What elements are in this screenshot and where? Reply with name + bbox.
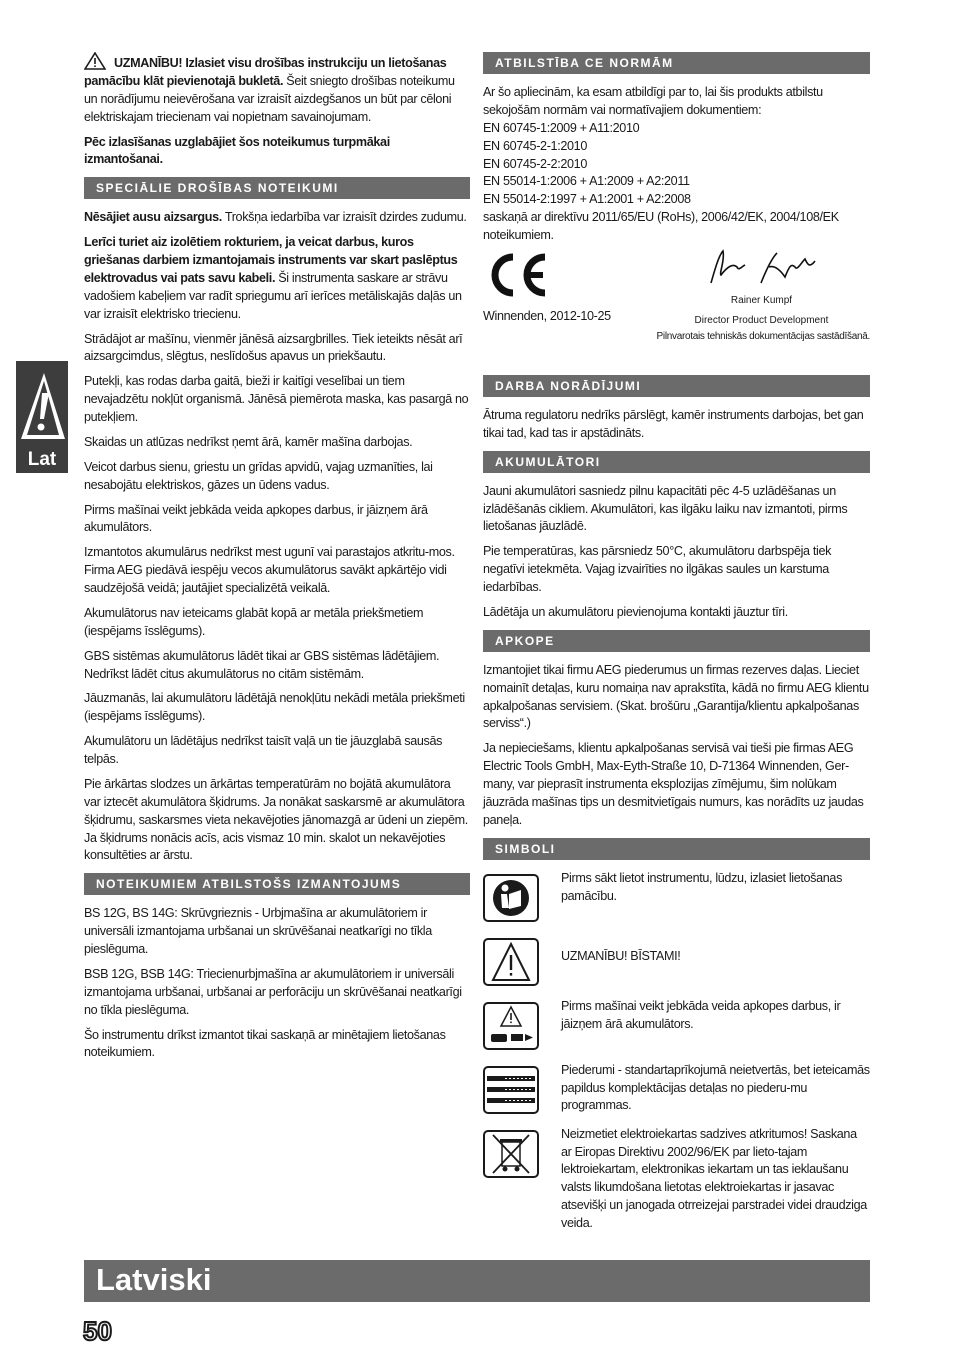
- signature-date: Winnenden, 2012-10-25: [483, 308, 611, 323]
- paragraph: Akumulātorus nav ieteicams glabāt kopā ar metāla priekšmetiem (iespējams īsslēgums).: [84, 605, 424, 638]
- signer-title: Director Product Development: [694, 314, 829, 326]
- paragraph: Pirms mašīnai veikt jebkāda veida apkopes darbus, ir jāizņem ārā akumulātors.: [84, 502, 428, 535]
- norm-line: EN 60745-2-1:2010: [483, 138, 587, 153]
- symbol-row: [483, 934, 870, 996]
- symbol-text: Piederumi - standartaprīkojumā neietvertās, bet ieteicamās papildus komplektācijas detaļas no piederu-mu programmas.: [561, 1062, 870, 1113]
- symbol-row: [483, 870, 870, 932]
- right-column: [483, 52, 870, 1230]
- ce-intro: Ar šo apliecinām, ka esam atbildīgi par to, lai šis produkts atbilstu sekojošām normām vai normatīvajiem dokumentiem: EN 60745-1:2009 + A11:2010 EN 60745-2-1:2010 EN 60745-2-2:2010 EN 55014-1:2006 + A1:2009 + A2:2011 EN 55014-2:1997 + A1:2001 + A2:2008 saskaņā ar direktīvu 2011/65/EU (RoHs), 2006/42/EK, 2004/108/EK noteikumiem.: [483, 85, 839, 242]
- symbol-text: Neizmetiet elektroiekartas sadzives atkritumos! Saskana ar Eiropas Direktivu 2002/96/EK par lieto-tajam lektroiekartam, elektronikas iekartam un tas ieklaušanu valsts likumdošana lietotas elektroiekartas ir jasavac atsevišķi un janogada otrreizejai parstradei videi draudziga veida.: [561, 1126, 867, 1230]
- directives: saskaņā ar direktīvu 2011/65/EU (RoHs), 2006/42/EK, 2004/108/EK noteikumiem.: [483, 210, 839, 242]
- footer-language-bar: [84, 1260, 870, 1302]
- symbol-text: Pirms sākt lietot instrumentu, lūdzu, izlasiet lietošanas pamācību.: [561, 870, 843, 903]
- ear-protection-text: Nēsājiet ausu aizsargus. Trokšņa iedarbība var izraisīt dzirdes zudumu.: [84, 210, 467, 225]
- page-number: 50: [83, 1316, 112, 1346]
- remove-battery-icon: [483, 1002, 539, 1050]
- symbol-row: [483, 1126, 870, 1230]
- section-header-special-safety: SPECIĀLIE DROŠĪBAS NOTEIKUMI: [84, 177, 470, 199]
- paragraph: Pie ārkārtas slodzes un ārkārtas temperatūrām no bojātā akumulātora var iztecēt akumulātora šķidrums. Ja nonākat saskarsmē ar akumulātora šķidrumu, saskarsmes vieta nekavējoties jānomazgā ar ūdeni un ziepēm. Ja šķidrums nonācis acīs, acis vismaz 10 min. skalot un nekavējoties konsultēties ar ārstu.: [84, 776, 468, 863]
- handwritten-signature: [705, 245, 825, 289]
- symbol-row: [483, 998, 870, 1060]
- paragraph: Ātruma regulatoru nedrīks pārslēgt, kamēr instruments darbojas, bet gan tikai tad, kad tas ir apstādināts.: [483, 407, 864, 440]
- language-side-tab: [16, 361, 68, 473]
- paragraph: Izmantojiet tikai firmu AEG piederumus un firmas rezerves daļas. Lieciet nomainīt detaļas, kuru nomaiņa nav aprakstīta, kādā no firmu AEG klientu apkalpošanas servisiem. (Skat. brošūru „Garantija/klientu apkalpošanas serviss“.): [483, 662, 869, 731]
- intro-warning: UZMANĪBU! Izlasiet visu drošības instrukciju un lietošanas pamācību klāt pievienotajā bukletā. Šeit sniegto drošības noteikumu un norādījumu neievērošana var izraisīt aizdegšanos un būt par cēloni elektriskajam triecienam vai nopietnam savainojumam.: [84, 52, 470, 127]
- paragraph: Šo instrumentu drīkst izmantot tikai saskaņā ar minētajiem lietošanas noteikumiem.: [84, 1027, 446, 1060]
- ce-mark-icon: [485, 249, 549, 301]
- paragraph: Jāuzmanās, lai akumulātoru lādētājā nenokļūtu nekādi metāla priekšmeti (iespējams īsslēgums).: [84, 691, 465, 724]
- signature-block: [483, 245, 870, 365]
- paragraph: BSB 12G, BSB 14G: Triecienurbjmašīna ar akumulātoriem ir universāli izmantojama urbšanai, urbšanai ar perforāciju un skrūvēšanai neatkarīgi no tīkla pieslēguma.: [84, 966, 462, 1017]
- section-header-maintenance: APKOPE: [483, 630, 870, 652]
- left-column: [84, 52, 470, 1069]
- section-header-intended-use: NOTEIKUMIEM ATBILSTOŠS IZMANTOJUMS: [84, 873, 470, 895]
- read-manual-icon: [483, 874, 539, 922]
- section-header-batteries: AKUMULĀTORI: [483, 451, 870, 473]
- keep-instructions: Pēc izlasīšanas uzglabājiet šos noteikumus turpmākai izmantošanai.: [84, 134, 390, 167]
- paragraph: Akumulātoru un lādētājus nedrīkst taisīt vaļā un tie jāuzglabā sausās telpās.: [84, 734, 443, 766]
- paragraph: Pie temperatūras, kas pārsniedz 50°C, akumulātoru darbspēja tiek negatīvi ietekmēta. Vajag izvairīties no ilgākas saules un karstuma iedarbības.: [483, 544, 832, 594]
- weee-bin-icon: [483, 1130, 539, 1178]
- norm-line: EN 55014-2:1997 + A1:2001 + A2:2008: [483, 192, 691, 207]
- accessories-icon: [483, 1066, 539, 1114]
- language-label: Lat: [27, 449, 57, 470]
- paragraph: Strādājot ar mašīnu, vienmēr jānēsā aizsargbrilles. Tiek ieteikts nēsāt arī aizsargcimdus, slēgtus, neslīdošus apavus un priekšautu.: [84, 331, 463, 364]
- signer-name: Rainer Kumpf: [730, 294, 793, 306]
- paragraph: BS 12G, BS 14G: Skrūvgrieznis - Urbjmašīna ar akumulātoriem ir universāli izmantojama urbšanai un skrūvēšanai neatkarīgi no tīkla pieslēguma.: [84, 906, 432, 956]
- paragraph: Skaidas un atlūzas nedrīkst ņemt ārā, kamēr mašīna darbojas.: [84, 434, 413, 449]
- warning-triangle-icon: [84, 52, 106, 70]
- paragraph: Veicot darbus sienu, griestu un grīdas apvidū, vajag uzmanīties, lai nesabojātu elektriskos, gāzes un ūdens vadus.: [84, 459, 433, 492]
- norm-line: EN 55014-1:2006 + A1:2009 + A2:2011: [483, 174, 690, 189]
- signer-subtitle: Pilnvarotais tehniskās dokumentācijas sastādīšanā.: [656, 330, 870, 342]
- paragraph: Jauni akumulātori sasniedz pilnu kapacitāti pēc 4-5 uzlādēšanas un izlādēšanās cikliem. Akumulātori, kas ilgāku laiku nav izmantoti, pirms lietošanas jāuzlādē.: [483, 483, 848, 534]
- paragraph: Lādētāja un akumulātoru pievienojuma kontakti jāuztur tīri.: [483, 604, 788, 619]
- insulated-grip-text: Lerīci turiet aiz izolētiem rokturiem, ja veicat darbus, kuros griešanas darbiem izmantojamais instruments var skart paslēptus elektrovadus vai pats savu kabeli. Ši instrumenta saskare ar strāvu vadošiem kabeļiem var radīt spriegumu arī ierīces metāliskajās daļās un var izraisīt elektrisko triecienu.: [84, 235, 462, 321]
- section-header-symbols: SIMBOLI: [483, 838, 870, 860]
- section-header-work-instructions: DARBA NORĀDĪJUMI: [483, 375, 870, 397]
- norm-line: EN 60745-2-2:2010: [483, 156, 587, 171]
- paragraph: Ja nepieciešams, klientu apkalpošanas servisā vai tieši pie firmas AEG Electric Tools GmbH, Max-Eyth-Straße 10, D-71364 Winnenden, Ger-many, var pieprasīt instrumenta eksplozijas zīmējumu, šim nolūkam jāuzrāda mašīnas tips un desmitvietīgais numurs, kas norādīts uz jaudas paneļa.: [483, 741, 864, 827]
- symbol-text: UZMANĪBU! BĪSTAMI!: [561, 948, 681, 963]
- paragraph: Putekļi, kas rodas darba gaitā, bieži ir kaitīgi veselībai un tiem nevajadzētu nokļūt organismā. Jānēsā piemērota maska, kas pasargā no putekļiem.: [84, 374, 469, 424]
- paragraph: GBS sistēmas akumulātorus lādēt tikai ar GBS sistēmas lādētājiem. Nedrīkst lādēt citus akumulātorus no citām sistēmām.: [84, 648, 440, 681]
- paragraph: Izmantotos akumulārus nedrīkst mest ugunī vai parastajos atkritu-mos. Firma AEG piedāvā iespēju vecos akumulātorus savākt apkārtējo vidi saudzējošā veidā; jautājiet specializētā veikalā.: [84, 545, 455, 595]
- symbol-text: Pirms mašīnai veikt jebkāda veida apkopes darbus, ir jāizņem ārā akumulātors.: [561, 998, 841, 1031]
- section-header-ce-conformity: ATBILSTĪBA CE NORMĀM: [483, 52, 870, 74]
- norm-line: EN 60745-1:2009 + A11:2010: [483, 120, 640, 135]
- footer-title: Latviski: [96, 1262, 212, 1297]
- symbol-row: [483, 1062, 870, 1124]
- warning-triangle-icon: [18, 367, 66, 443]
- warning-triangle-icon: [483, 938, 539, 986]
